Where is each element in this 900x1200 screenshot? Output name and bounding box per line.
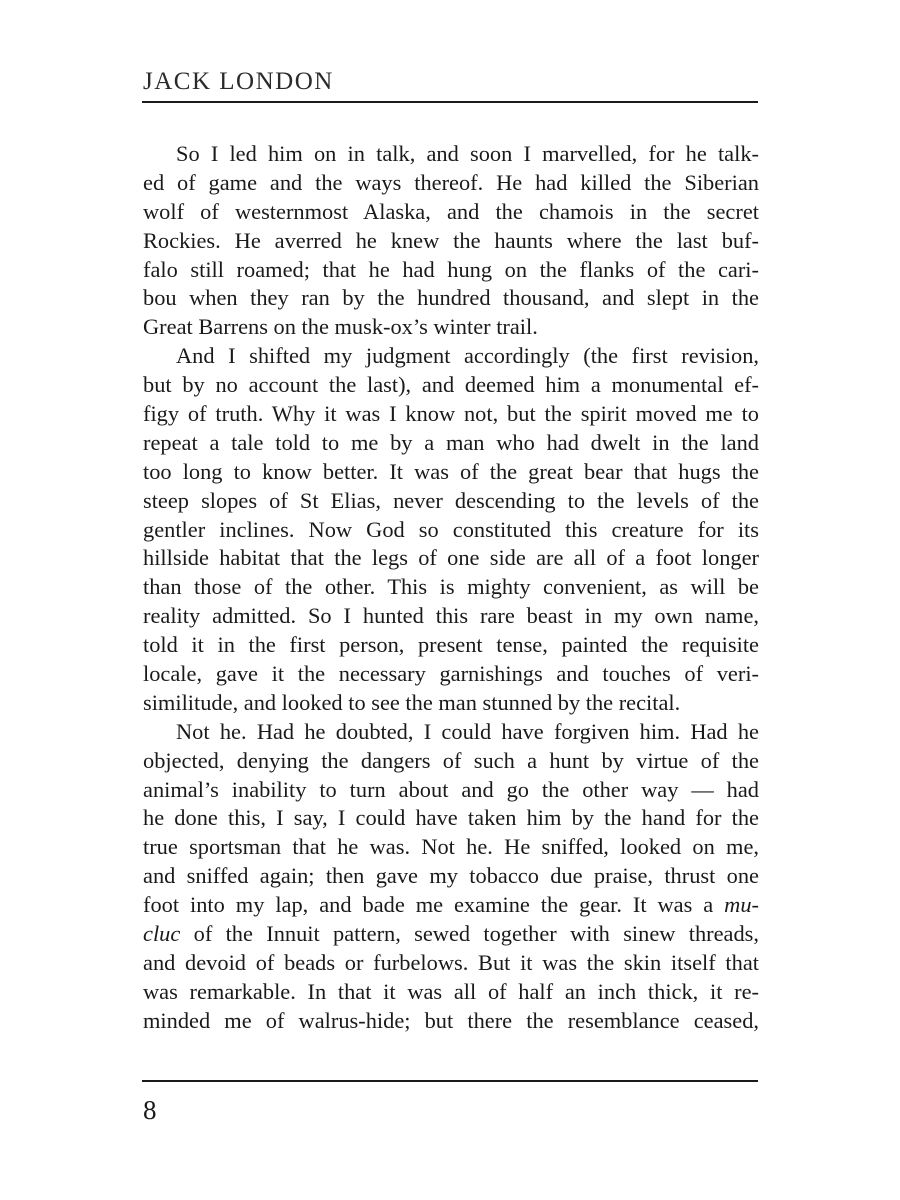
text-line: reality admitted. So I hunted this rare beast in my own name,: [143, 603, 759, 629]
text-line: was remarkable. In that it was all of half an inch thick, it re-: [143, 978, 759, 1004]
text-line: Rockies. He averred he knew the haunts where the last buf-: [143, 227, 759, 253]
text-line: too long to know better. It was of the great bear that hugs the: [143, 458, 759, 484]
text-line: told it in the first person, present tense, painted the requisite: [143, 632, 759, 658]
text-line: falo still roamed; that he had hung on the flanks of the cari-: [143, 256, 759, 282]
text-line: gentler inclines. Now God so constituted this creature for its: [143, 516, 759, 542]
body-text: [143, 140, 759, 1036]
text-line: minded me of walrus-hide; but there the resemblance ceased,: [143, 1007, 759, 1033]
text-line: but by no account the last), and deemed him a monumental ef-: [143, 372, 759, 398]
text-line: hillside habitat that the legs of one side are all of a foot longer: [143, 545, 759, 571]
running-head: JACK LONDON: [143, 68, 334, 95]
text-line: [143, 891, 759, 920]
text-line: steep slopes of St Elias, never descending to the levels of the: [143, 487, 759, 513]
text-line: bou when they ran by the hundred thousand, and slept in the: [143, 285, 759, 311]
page-number: 8: [143, 1095, 157, 1125]
text-line: figy of truth. Why it was I know not, but the spirit moved me to: [143, 401, 759, 427]
text-line: objected, denying the dangers of such a hunt by virtue of the: [143, 747, 759, 773]
text-line-segment: of the Innuit pattern, sewed together with sinew threads,: [193, 921, 759, 947]
text-line: wolf of westernmost Alaska, and the chamois in the secret: [143, 198, 759, 224]
text-line-segment: foot into my lap, and bade me examine the gear. It was a: [143, 892, 725, 918]
text-line: than those of the other. This is mighty convenient, as will be: [143, 574, 759, 600]
italic-term: cluc: [143, 921, 181, 947]
text-line: So I led him on in talk, and soon I marvelled, for he talk-: [176, 141, 759, 166]
text-line: and devoid of beads or furbelows. But it was the skin itself that: [143, 949, 759, 975]
text-line: locale, gave it the necessary garnishings and touches of veri-: [143, 661, 759, 687]
text-line: similitude, and looked to see the man stunned by the recital.: [143, 689, 681, 715]
text-line: repeat a tale told to me by a man who had dwelt in the land: [143, 429, 759, 455]
text-line: ed of game and the ways thereof. He had killed the Siberian: [143, 169, 759, 195]
text-line: animal’s inability to turn about and go the other way — had: [143, 776, 759, 802]
text-line: Not he. Had he doubted, I could have forgiven him. Had he: [176, 718, 759, 744]
italic-term: mu-: [724, 892, 759, 918]
text-line: Great Barrens on the musk-ox’s winter trail.: [143, 314, 538, 340]
text-line: And I shifted my judgment accordingly (the first revision,: [176, 343, 759, 369]
text-line: [143, 920, 759, 949]
footer-rule: [142, 1080, 758, 1082]
text-line: and sniffed again; then gave my tobacco due praise, thrust one: [143, 863, 759, 889]
text-line: he done this, I say, I could have taken him by the hand for the: [143, 805, 759, 831]
header-rule: [142, 101, 758, 103]
text-line: true sportsman that he was. Not he. He sniffed, looked on me,: [143, 834, 759, 860]
